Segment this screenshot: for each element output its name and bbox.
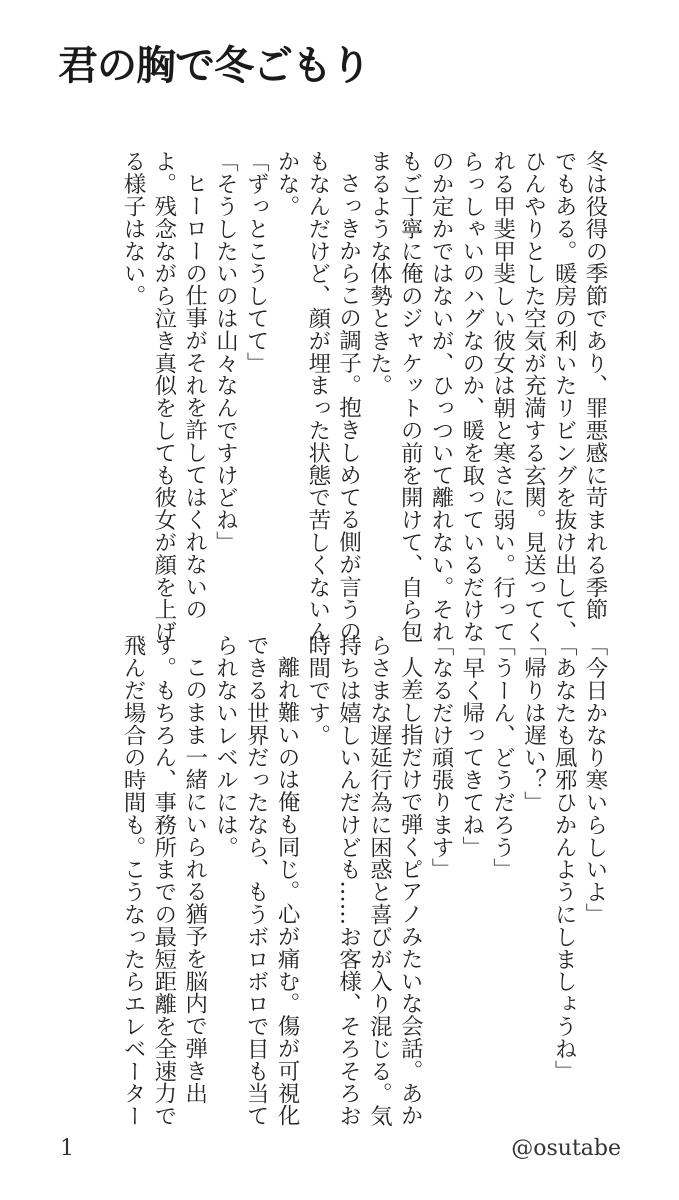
text-line: ヒーローの仕事がそれを許してはくれないの (181, 172, 208, 621)
text-block-bottom (68, 634, 610, 1127)
dialogue-line: 「帰りは遅い？」 (520, 634, 547, 814)
text-line: られないレベルには。 (212, 634, 239, 858)
page-title: 君の胸で冬ごもり (58, 43, 370, 89)
dialogue-line: 「今日かなり寒いらしいよ」 (582, 634, 608, 926)
text-block-top (68, 150, 610, 643)
text-line: まるような体勢ときた。 (366, 150, 393, 397)
text-line: さっきからこの調子。抱きしめてる側が言うの (335, 172, 362, 643)
dialogue-line: 「なるだけ頑張ります」 (428, 634, 455, 881)
dialogue-line: 「あなたも風邪ひかんようにしましょうね」 (551, 634, 578, 1082)
author-handle: @osutabe (511, 1136, 621, 1161)
text-line: もなんだけど、顔が埋まった状態で苦しくないん (304, 150, 331, 643)
text-line: 時間です。 (304, 634, 331, 746)
text-line: れる甲斐甲斐しい彼女は朝と寒さに弱い。行って (489, 150, 516, 643)
text-line: らさまな遅延行為に困惑と喜びが入り混じる。気 (366, 634, 393, 1127)
text-line: 持ちは嬉しいんだけども……お客様、そろそろお (335, 634, 362, 1127)
dialogue-line: 「うーん、どうだろう」 (489, 634, 516, 881)
text-line: らっしゃいのハグなのか、暖を取っているだけな (458, 150, 485, 643)
text-line: のか定かではないが、ひっついて離れない。それ (428, 150, 455, 643)
text-line: かな。 (274, 150, 301, 218)
text-line: 冬は役得の季節であり、罪悪感に苛まれる季節 (582, 150, 608, 621)
text-line: ひんやりとした空気が充満する玄関。見送ってく (520, 150, 547, 643)
text-line: 飛んだ場合の時間も。こうなったらエレベーター (120, 634, 147, 1127)
text-line: 人差し指だけで弾くピアノみたいな会話。あか (397, 656, 424, 1127)
text-line: でもある。暖房の利いたリビングを抜け出して、 (551, 150, 578, 643)
text-line: 離れ難いのは俺も同じ。心が痛む。傷が可視化 (274, 656, 301, 1127)
text-line: できる世界だったなら、もうボロボロで目も当て (243, 634, 270, 1127)
text-line: よ。残念ながら泣き真似をしても彼女が顔を上げ (150, 150, 177, 643)
text-line: もご丁寧に俺のジャケットの前を開けて、自ら包 (397, 150, 424, 643)
dialogue-line: 「ずっとこうしてて」 (243, 150, 270, 374)
dialogue-line: 「早く帰ってきてね」 (458, 634, 485, 858)
text-line: このまま一緒にいられる猶予を脳内で弾き出 (181, 656, 208, 1105)
dialogue-line: 「そうしたいのは山々なんですけどね」 (212, 150, 239, 554)
page-number: 1 (60, 1136, 74, 1161)
text-line: る様子はない。 (120, 150, 147, 307)
text-line: す。もちろん、事務所までの最短距離を全速力で (150, 634, 177, 1127)
